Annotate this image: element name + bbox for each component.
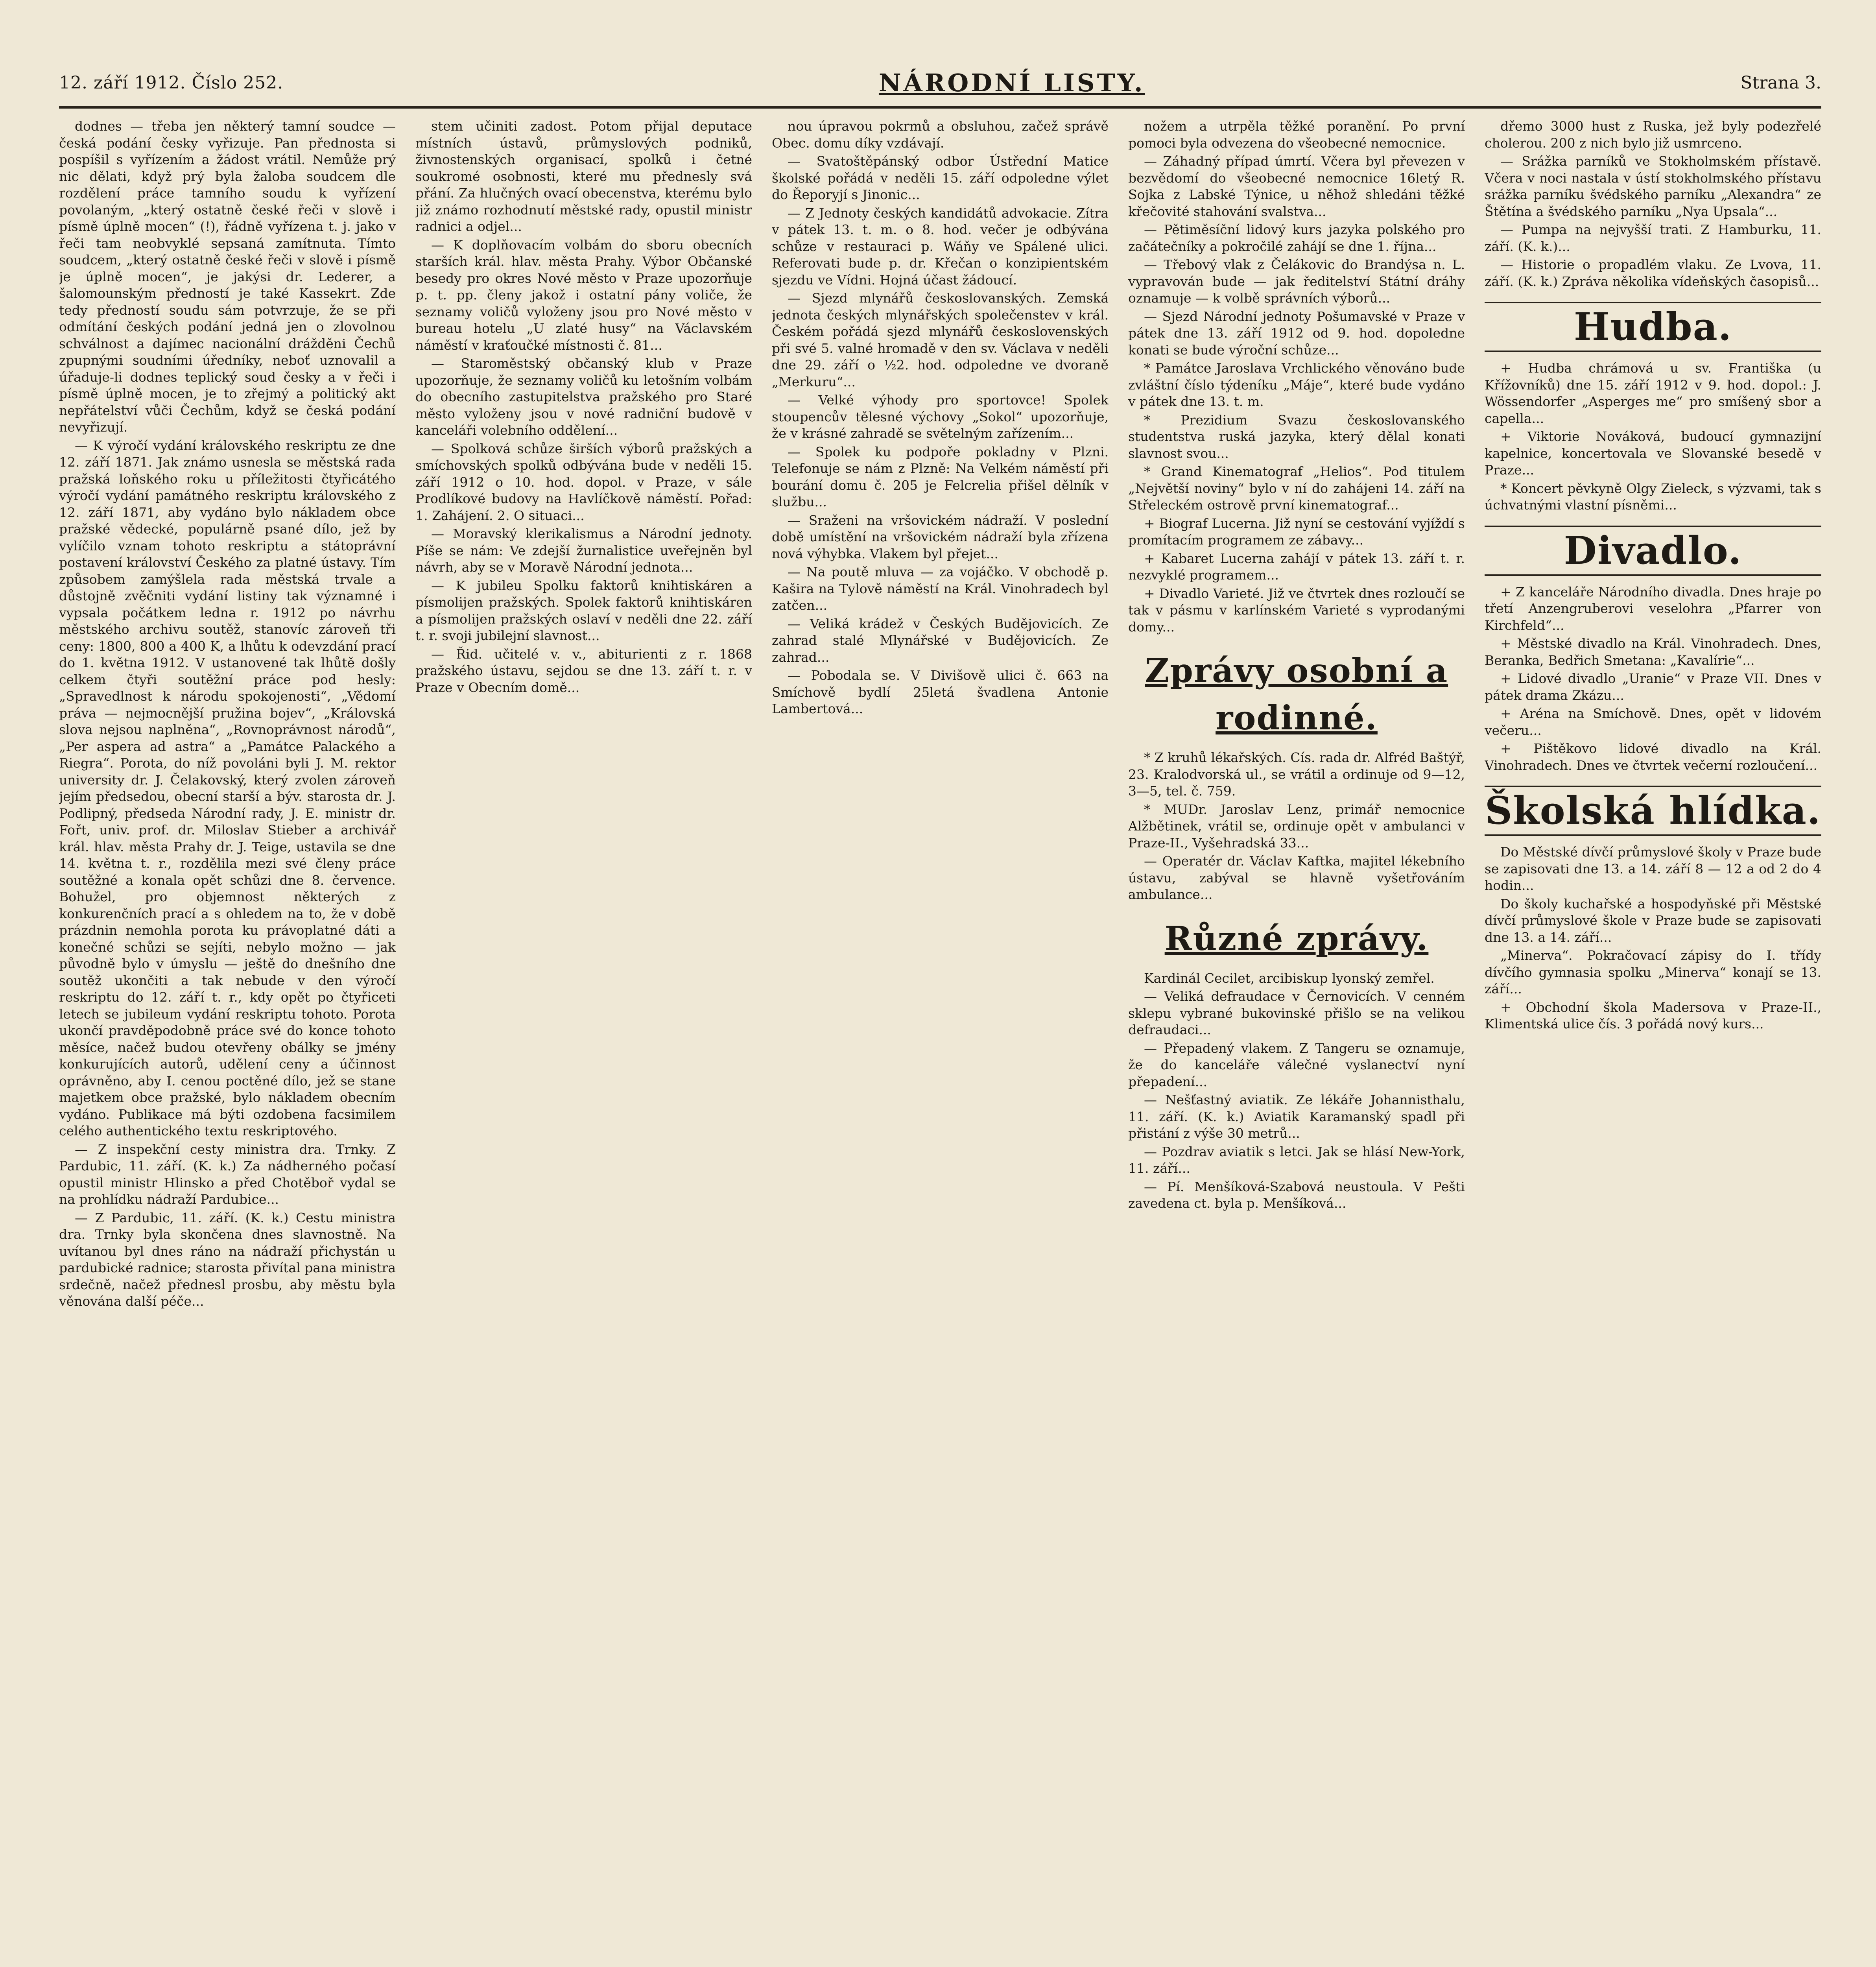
article-paragraph: — Pozdrav aviatik s letci. Jak se hlásí New-York, 11. září... <box>1128 1144 1465 1176</box>
article-paragraph: — Veliká defraudace v Černovicích. V cenném sklepu vybrané bukovinské přišlo se na velikou defraudaci... <box>1128 989 1465 1037</box>
article-paragraph: — Pětiměsíční lidový kurs jazyka polského pro začátečníky a pokročilé zahájí se dne 1. října... <box>1128 222 1465 254</box>
article-paragraph: — Třebový vlak z Čelákovic do Brandýsa n. L. vypravován bude — jak ředitelství Státní dráhy oznamuje — k volbě správních výborů... <box>1128 257 1465 306</box>
article-paragraph: + Obchodní škola Madersova v Praze-II., Klimentská ulice čís. 3 pořádá nový kurs... <box>1485 999 1821 1031</box>
article-paragraph: dřemo 3000 hust z Ruska, jež byly podezřelé cholerou. 200 z nich bylo již usmrceno. <box>1485 118 1821 151</box>
article-paragraph: — Z Pardubic, 11. září. (K. k.) Cestu ministra dra. Trnky byla skončena dnes slavnostně. Na uvítanou byl dnes ráno na nádraží přichystán u pardubické radnice; starosta přivítal pana ministra srdečně, načež přednesl prosbu, aby městu byla věnována další péče... <box>59 1210 396 1309</box>
article-paragraph: + Divadlo Varieté. Již ve čtvrtek dnes rozloučí se tak v pásmu v karlínském Varieté s vyprodanými domy... <box>1128 585 1465 635</box>
column-3 <box>772 118 1109 1967</box>
article-paragraph: + Biograf Lucerna. Již nyní se cestování vyjíždí s promítacím programem ze zábavy... <box>1128 515 1465 548</box>
article-paragraph: — Sraženi na vršovickém nádraží. V poslední době umístění na vršovickém nádraží byla zřízena nová výhybka. Vlakem byl přejet... <box>772 512 1109 561</box>
article-paragraph: — Spolek ku podpoře pokladny v Plzni. Telefonuje se nám z Plzně: Na Velkém náměstí při bourání domu č. 205 je Felcrelia přišel dělník v službu... <box>772 444 1109 509</box>
article-paragraph: — Pí. Menšíková-Szabová neustoula. V Pešti zavedena ct. byla p. Menšíková... <box>1128 1179 1465 1211</box>
article-paragraph: — K výročí vydání královského reskriptu ze dne 12. září 1871. Jak známo usnesla se městská rada pražská loňského roku u příležitosti čtyřicátého výročí vydání památného reskriptu královského z 12. září 1871, aby vydáno bylo nákladem obce pražské vědecké, populárně psané dílo, jež by vylíčilo vznam tohoto reskriptu a státoprávní postavení království Českého za platné ústavy. Tím způsobem zamýšlela rada městská trvale a důstojně zvěčniti vydání listiny tak významné i vypsala počátkem ledna r. 1912 po návrhu městského archivu soutěž, stanovíc zároveň tři ceny: 1800, 800 a 400 K, a lhůtu k odevzdání prací do 1. května 1912. V ustanovené tak lhůtě došly celkem čtyři soutěžní práce pod hesly: „Spravedlnost k národu spokojenosti“, „Vědomí práva — nejmocnější pružina bojev“, „Královská slova nejsou naplněna“, „Rovnoprávnost národů“, „Per aspera ad astra“ a „Památce Palackého a Riegra“. Porota, do níž povoláni byli J. M. rektor university dr. J. Čelakovský, který zvolen zároveň jejím předsedou, obecní starší a býv. starosta dr. J. Podlipný, předseda Národní rady, J. E. ministr dr. Fořt, univ. prof. dr. Miloslav Stieber a archivář král. hlav. města Prahy dr. J. Teige, ustavila se dne 14. května t. r., rozdělila mezi své členy práce soutěžné a konala opět schůzi dne 8. července. Bohužel, pro objemnost některých z konkurenčních prací a s ohledem na to, že v době prázdnin nemohla porota ku právoplatné dáti a konečné schůzi se sejíti, nebylo možno — jak původně bylo v úmyslu — ještě do dnešního dne soutěž ukončiti a tak nebude v den výročí reskriptu do 12. září t. r., kdy opět po čtyřiceti letech se jubileum vydání reskriptu tohoto. Porota ukončí pravděpodobně práce své do konce tohoto měsíce, načež budou otevřeny obálky se jmény konkurujících autorů, udělení ceny a účinnost oprávněno, aby I. cenou poctěné dílo, jež se stane majetkem obce pražské, bylo nákladem obecním vydáno. Publikace má býti ozdobena facsimilem celého authentického textu reskriptového. <box>59 437 396 1138</box>
article-paragraph: + Z kanceláře Národního divadla. Dnes hraje po třetí Anzengruberovi veselohra „Pfarrer von Kirchfeld“... <box>1485 584 1821 633</box>
article-paragraph: — Nešťastný aviatik. Ze lékáře Johannisthalu, 11. září. (K. k.) Aviatik Karamanský spadl při přistání z výše 30 metrů... <box>1128 1092 1465 1141</box>
article-paragraph: — Záhadný případ úmrtí. Včera byl převezen v bezvědomí do všeobecné nemocnice 16letý R. Sojka z Labské Týnice, u něhož shledáni těžké křečovité stahování svalstva... <box>1128 153 1465 219</box>
article-paragraph: — Na poutě mluva — za vojáčko. V obchodě p. Kašira na Tylově náměstí na Král. Vinohradech byl zatčen... <box>772 564 1109 613</box>
article-paragraph: — Staroměstský občanský klub v Praze upozorňuje, že seznamy voličů ku letošním volbám do obecního zastupitelstva pražského pro Staré město vyloženy jsou v nové radniční budově v kanceláři volebního oddělení... <box>415 356 752 438</box>
article-paragraph: stem učiniti zadost. Potom přijal deputace místních ústavů, průmyslových podniků, živnostenských organisací, spolků i četné soukromé osobnosti, které mu přednesly svá přání. Za hlučných ovací obecenstva, kterému bylo již známo rozhodnutí městské rady, opustil ministr radnici a odjel... <box>415 118 752 234</box>
article-paragraph: nožem a utrpěla těžké poranění. Po první pomoci byla odvezena do všeobecné nemocnice. <box>1128 118 1465 151</box>
article-paragraph: — Spolková schůze širších výborů pražských a smíchovských spolků odbývána bude v neděli 15. září 1912 o 10. hod. dopol. v Praze, v sále Prodlíkové budovy na Havlíčkově náměstí. Pořad: 1. Zahájení. 2. O situaci... <box>415 441 752 523</box>
section-heading: Různé zprávy. <box>1164 919 1429 958</box>
article-paragraph: — Sjezd mlynářů českoslovanských. Zemská jednota českých mlynářských společenstev v král. Českém pořádá sjezd mlynářů československých při své 5. valné hromadě v den sv. Václava v neděli dne 29. září o ½2. hod. odpoledne ve dvoraně „Merkuru“... <box>772 290 1109 389</box>
article-columns <box>59 118 1821 1967</box>
article-paragraph: Do Městské dívčí průmyslové školy v Praze bude se zapisovati dne 13. a 14. září 8 — 12 a od 2 do 4 hodin... <box>1485 844 1821 893</box>
masthead <box>59 59 1821 109</box>
article-paragraph: * MUDr. Jaroslav Lenz, primář nemocnice Alžbětinek, vrátil se, ordinuje opět v ambulanci v Praze-II., Vyšehradská 33... <box>1128 801 1465 851</box>
article-paragraph: * Památce Jaroslava Vrchlického věnováno bude zvláštní číslo týdeníku „Máje“, které bude vydáno v pátek dne 13. t. m. <box>1128 360 1465 409</box>
article-paragraph: Do školy kuchařské a hospodyňské při Městské dívčí průmyslové škole v Praze bude se zapisovati dne 13. a 14. září... <box>1485 896 1821 945</box>
article-paragraph: — Svatoštěpánský odbor Ústřední Matice školské pořádá v neděli 15. září odpoledne výlet do Řeporyjí s Jinonic... <box>772 153 1109 202</box>
article-paragraph: — Pumpa na nejvyšší trati. Z Hamburku, 11. září. (K. k.)... <box>1485 222 1821 254</box>
article-paragraph: + Viktorie Nováková, budoucí gymnazijní kapelnice, koncertovala ve Slovanské besedě v Praze... <box>1485 429 1821 478</box>
section-heading: Školská hlídka. <box>1485 786 1821 836</box>
article-paragraph: — Přepadený vlakem. Z Tangeru se oznamuje, že do kanceláře válečné vyslanectví nyní přepadení... <box>1128 1040 1465 1089</box>
column-2 <box>415 118 752 1967</box>
article-paragraph: — Pobodala se. V Divišově ulici č. 663 na Smíchově bydlí 25letá švadlena Antonie Lambertová... <box>772 668 1109 716</box>
article-paragraph: * Z kruhů lékařských. Cís. rada dr. Alfréd Baštýř, 23. Kralodvorská ul., se vrátil a ordinuje od 9—12, 3—5, tel. č. 759. <box>1128 750 1465 799</box>
article-paragraph: nou úpravou pokrmů a obsluhou, začež správě Obec. domu díky vzdávají. <box>772 118 1109 151</box>
article-paragraph: * Koncert pěvkyně Olgy Zieleck, s výzvami, tak s úchvatnými vlastní písněmi... <box>1485 480 1821 513</box>
article-paragraph: + Lidové divadlo „Uranie“ v Praze VII. Dnes v pátek drama Zkázu... <box>1485 671 1821 703</box>
article-paragraph: + Městské divadlo na Král. Vinohradech. Dnes, Beranka, Bedřich Smetana: „Kavalírie“... <box>1485 636 1821 668</box>
section-heading: Hudba. <box>1485 302 1821 352</box>
article-paragraph: + Aréna na Smíchově. Dnes, opět v lidovém večeru... <box>1485 706 1821 738</box>
article-paragraph: — Z inspekční cesty ministra dra. Trnky. Z Pardubic, 11. září. (K. k.) Za nádherného počasí opustil ministr Hlinsko a před Chotěboř vydal se na prohlídku nádraží Pardubice... <box>59 1141 396 1207</box>
article-paragraph: — Řid. učitelé v. v., abiturienti z r. 1868 pražského ústavu, sejdou se dne 13. září t. r. v Praze v Obecním domě... <box>415 646 752 695</box>
article-paragraph: Kardinál Cecilet, arcibiskup lyonský zemřel. <box>1144 970 1435 986</box>
article-paragraph: + Pištěkovo lidové divadlo na Král. Vinohradech. Dnes ve čtvrtek večerní rozloučení... <box>1485 741 1821 773</box>
article-paragraph: — K doplňovacím volbám do sboru obecních starších král. hlav. města Prahy. Výbor Občanské besedy pro okres Nové město v Praze upozorňuje p. t. pp. členy jakož i ostatní pány voliče, že seznamy voličů vyloženy jsou pro Nové město v bureau hotelu „U zlaté husy“ na Václavském náměstí v kraťoučké místnosti č. 81... <box>415 237 752 353</box>
page-number: Strana 3. <box>1740 72 1821 93</box>
article-paragraph: + Hudba chrámová u sv. Františka (u Křížovníků) dne 15. září 1912 v 9. hod. dopol.: J. Wössendorfer „Asperges me“ pro smíšený sbor a capella... <box>1485 360 1821 426</box>
article-paragraph: — Historie o propadlém vlaku. Ze Lvova, 11. září. (K. k.) Zpráva několika vídeňských časopisů... <box>1485 257 1821 289</box>
issue-date: 12. září 1912. Číslo 252. <box>59 72 284 93</box>
article-paragraph: — Z Jednoty českých kandidátů advokacie. Zítra v pátek 13. t. m. o 8. hod. večer je odbývána schůze v restauraci p. Wáňy ve Spálené ulici. Referovati bude p. dr. Křečan o konzipientském sjezdu ve Vídni. Hojná účast žádoucí. <box>772 205 1109 288</box>
article-paragraph: „Minerva“. Pokračovací zápisy do I. třídy dívčího gymnasia spolku „Minerva“ konají se 13. září... <box>1485 948 1821 996</box>
article-paragraph: * Prezidium Svazu českoslovanského studentstva ruská jazyka, který dělal konati slavnost svou... <box>1128 412 1465 461</box>
newspaper-title: NÁRODNÍ LISTY. <box>878 68 1145 97</box>
section-heading: Zprávy osobní a rodinné. <box>1145 651 1448 737</box>
column-5 <box>1485 118 1821 1967</box>
article-paragraph: — Sjezd Národní jednoty Pošumavské v Praze v pátek dne 13. září 1912 od 9. hod. dopoledne konati se bude výroční schůze... <box>1128 308 1465 358</box>
article-paragraph: — K jubileu Spolku faktorů knihtiskáren a písmolijen pražských. Spolek faktorů knihtiskáren a písmolijen pražských oslaví v neděli dne 22. září t. r. svoji jubilejní slavnost... <box>415 578 752 643</box>
article-paragraph: — Srážka parníků ve Stokholmském přístavě. Včera v noci nastala v ústí stokholmského přístavu srážka parníku švédského parníku „Alexandra“ ze Štětína a švédského parníku „Nya Upsala“... <box>1485 153 1821 219</box>
article-paragraph: — Operatér dr. Václav Kaftka, majitel lékebního ústavu, zabýval se hlavně vyšetřováním ambulance... <box>1128 853 1465 902</box>
column-1 <box>59 118 396 1967</box>
column-4 <box>1128 118 1465 1967</box>
newspaper-page <box>59 59 1821 1967</box>
section-heading: Divadlo. <box>1485 526 1821 576</box>
article-paragraph: + Kabaret Lucerna zahájí v pátek 13. září t. r. nezvyklé programem... <box>1128 550 1465 583</box>
article-paragraph: — Velké výhody pro sportovce! Spolek stoupencův tělesné výchovy „Sokol“ upozorňuje, že v krásné zahradě se světelným zařízením... <box>772 392 1109 441</box>
article-paragraph: dodnes — třeba jen některý tamní soudce — česká podání česky vyřizuje. Pan přednosta si pospíšil s vyřízením a žádost vrátil. Nemůže prý nic dělati, když prý byla žaloba soudcem dle rozdělení práce tamního soudu k vyřízení povolaným, „který ostatně české řeči v slově i písmě úplně mocen“ (!), řádně vyřízena t. j. jako v řeči tam neobvyklé sepsaná zamítnuta. Tímto soudcem, „který ostatně české řeči v slově i písmě je úplně mocen“, je jakýsi dr. Lederer, a šalomounským předností je také Kassekrt. Zde tedy předností soudu sám potvrzuje, že se při odmítání českých podání jedná jen o zlovolnou schválnost a dajímec nacionální drážděni Čechů zpupnými soudními úředníky, neboť uznovalil a úřaduje-li dodnes teplický soud česky a v řeči i písmě úplně mocen, je to zřejmý a politický akt nepřátelství vůči Čechům, když se česká podání nevyřizují. <box>59 118 396 435</box>
article-paragraph: * Grand Kinematograf „Helios“. Pod titulem „Největší noviny“ bylo v ní do zahájeni 14. září na Střeleckém ostrově první kinematograf... <box>1128 464 1465 513</box>
article-paragraph: — Veliká krádež v Českých Budějovicích. Ze zahrad stalé Mlynářské v Budějovicích. Ze zahrad... <box>772 616 1109 665</box>
article-paragraph: — Moravský klerikalismus a Národní jednoty. Píše se nám: Ve zdejší žurnalistice uveřejněn byl návrh, aby se v Moravě Národní jednota... <box>415 526 752 575</box>
